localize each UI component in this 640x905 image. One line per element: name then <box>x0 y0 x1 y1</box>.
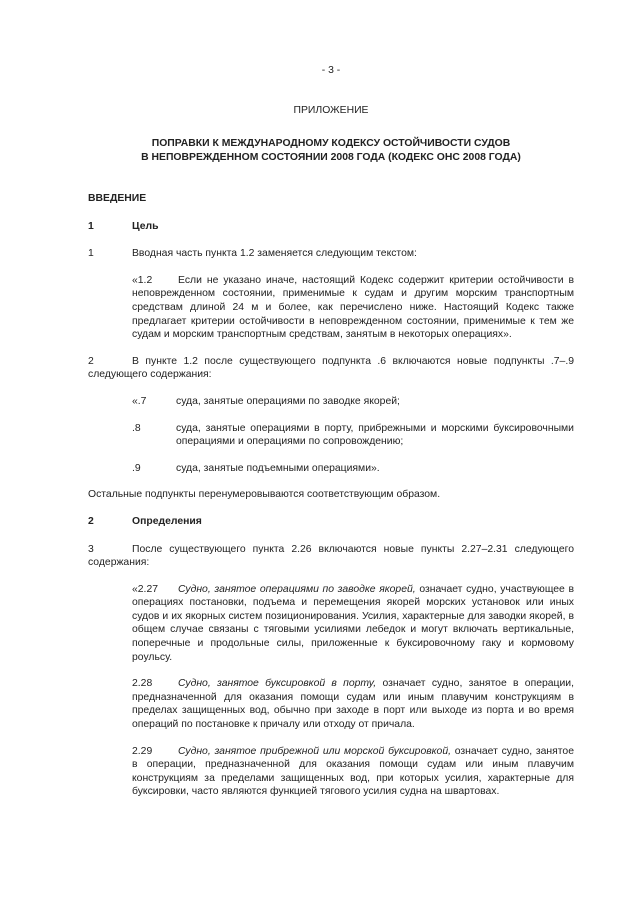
quote-text: Если не указано иначе, настоящий Кодекс содержит критерии остойчивости в неповрежденном состоянии, применимые к судам и другим морским транспортным средствам длиной 24 м и более, как перечислено ниже. Настоящий Кодекс также предлагает критерии остойчивости в неповрежденном состоянии, применимые к тем же судам и морским транспортным средствам, занятым в некоторых операциях». <box>132 274 574 341</box>
quote-lead: «1.2 <box>132 274 153 286</box>
paragraph-1-text: Вводная часть пункта 1.2 заменяется следующим текстом: <box>132 248 417 260</box>
title-line-2: В НЕПОВРЕЖДЕННОМ СОСТОЯНИИ 2008 ГОДА (КОДЕКС ОНС 2008 ГОДА) <box>141 151 521 163</box>
definition-number: 2.29 <box>132 745 153 757</box>
definition-2-27 <box>132 583 574 665</box>
definition-term: Судно, занятое буксировкой в порту, <box>178 678 377 690</box>
page-number: - 3 - <box>321 65 341 76</box>
paragraph-3-text: После существующего пункта 2.26 включаются новые пункты 2.27–2.31 следующего содержания: <box>88 543 574 569</box>
title-line-1: ПОПРАВКИ К МЕЖДУНАРОДНОМУ КОДЕКСУ ОСТОЙЧИВОСТИ СУДОВ <box>151 138 511 150</box>
paragraph-2-number: 2 <box>88 355 94 367</box>
paragraph-3 <box>88 543 574 570</box>
paragraph-1 <box>88 247 574 261</box>
subparagraph-9 <box>132 462 574 476</box>
subparagraph-text: суда, занятые операциями по заводке якорей; <box>176 395 400 407</box>
subparagraph-text: суда, занятые подъемными операциями». <box>176 462 380 474</box>
heading-2-text: Определения <box>132 515 202 527</box>
definition-term: Судно, занятое прибрежной или морской буксировкой, <box>178 745 451 757</box>
document-title <box>88 137 574 164</box>
heading-2 <box>88 515 574 529</box>
definition-text: означает судно, участвующее в операциях постановки, подъема и перемещения якорей морских установок или иных судов и их якорных систем позиционирования. Усилия, характерные для заводки якорей, в общем случае связаны с тяговыми усилиями лебедок и могут включать вертикальные, поперечные и продольные силы, приложенные к буксировочному гаку и кормовому роульсу. <box>132 583 575 663</box>
paragraph-3-number: 3 <box>88 543 94 555</box>
subparagraph-number: .8 <box>132 422 141 434</box>
definition-term: Судно, занятое операциями по заводке якорей, <box>178 583 416 595</box>
paragraph-2-text: В пункте 1.2 после существующего подпункта .6 включаются новые подпункты .7–.9 следующего содержания: <box>88 355 574 381</box>
definition-number: «2.27 <box>132 583 159 595</box>
annex-label: ПРИЛОЖЕНИЕ <box>293 104 369 116</box>
heading-1-text: Цель <box>132 220 159 232</box>
paragraph-1-number: 1 <box>88 248 94 260</box>
subparagraph-text: суда, занятые операциями в порту, прибрежными и морскими буксировочными операциями и операциями по сопровождению; <box>176 422 574 448</box>
heading-1-number: 1 <box>88 220 94 232</box>
definition-2-28 <box>132 677 574 731</box>
quoted-paragraph-1-2 <box>132 274 574 342</box>
subparagraph-number: «.7 <box>132 395 147 407</box>
subparagraph-number: .9 <box>132 462 141 474</box>
subparagraph-8 <box>132 422 574 449</box>
subparagraph-7 <box>132 395 574 409</box>
definition-2-29 <box>132 745 574 799</box>
definition-text: означает судно, занятое в операции, предназначенной для оказания помощи судам или иным плавучим конструкциям в пределах защищенных вод, обычно при заходе в порт или выходе из порта и во время операций по постановке к причалу или отходу от причала. <box>132 678 574 731</box>
heading-2-number: 2 <box>88 515 94 527</box>
renumbering-note: Остальные подпункты перенумеровываются соответствующим образом. <box>88 489 441 501</box>
definition-number: 2.28 <box>132 678 153 690</box>
definition-text: означает судно, занятое в операции, предназначенной для оказания помощи судам или иным плавучим конструкциям за пределами защищенных вод, при которых усилия, характерные для буксировки, часто являются функцией тягового усилия судна на швартовах. <box>132 745 574 798</box>
section-heading: ВВЕДЕНИЕ <box>88 193 147 204</box>
heading-1 <box>88 220 574 234</box>
paragraph-2 <box>88 355 574 382</box>
